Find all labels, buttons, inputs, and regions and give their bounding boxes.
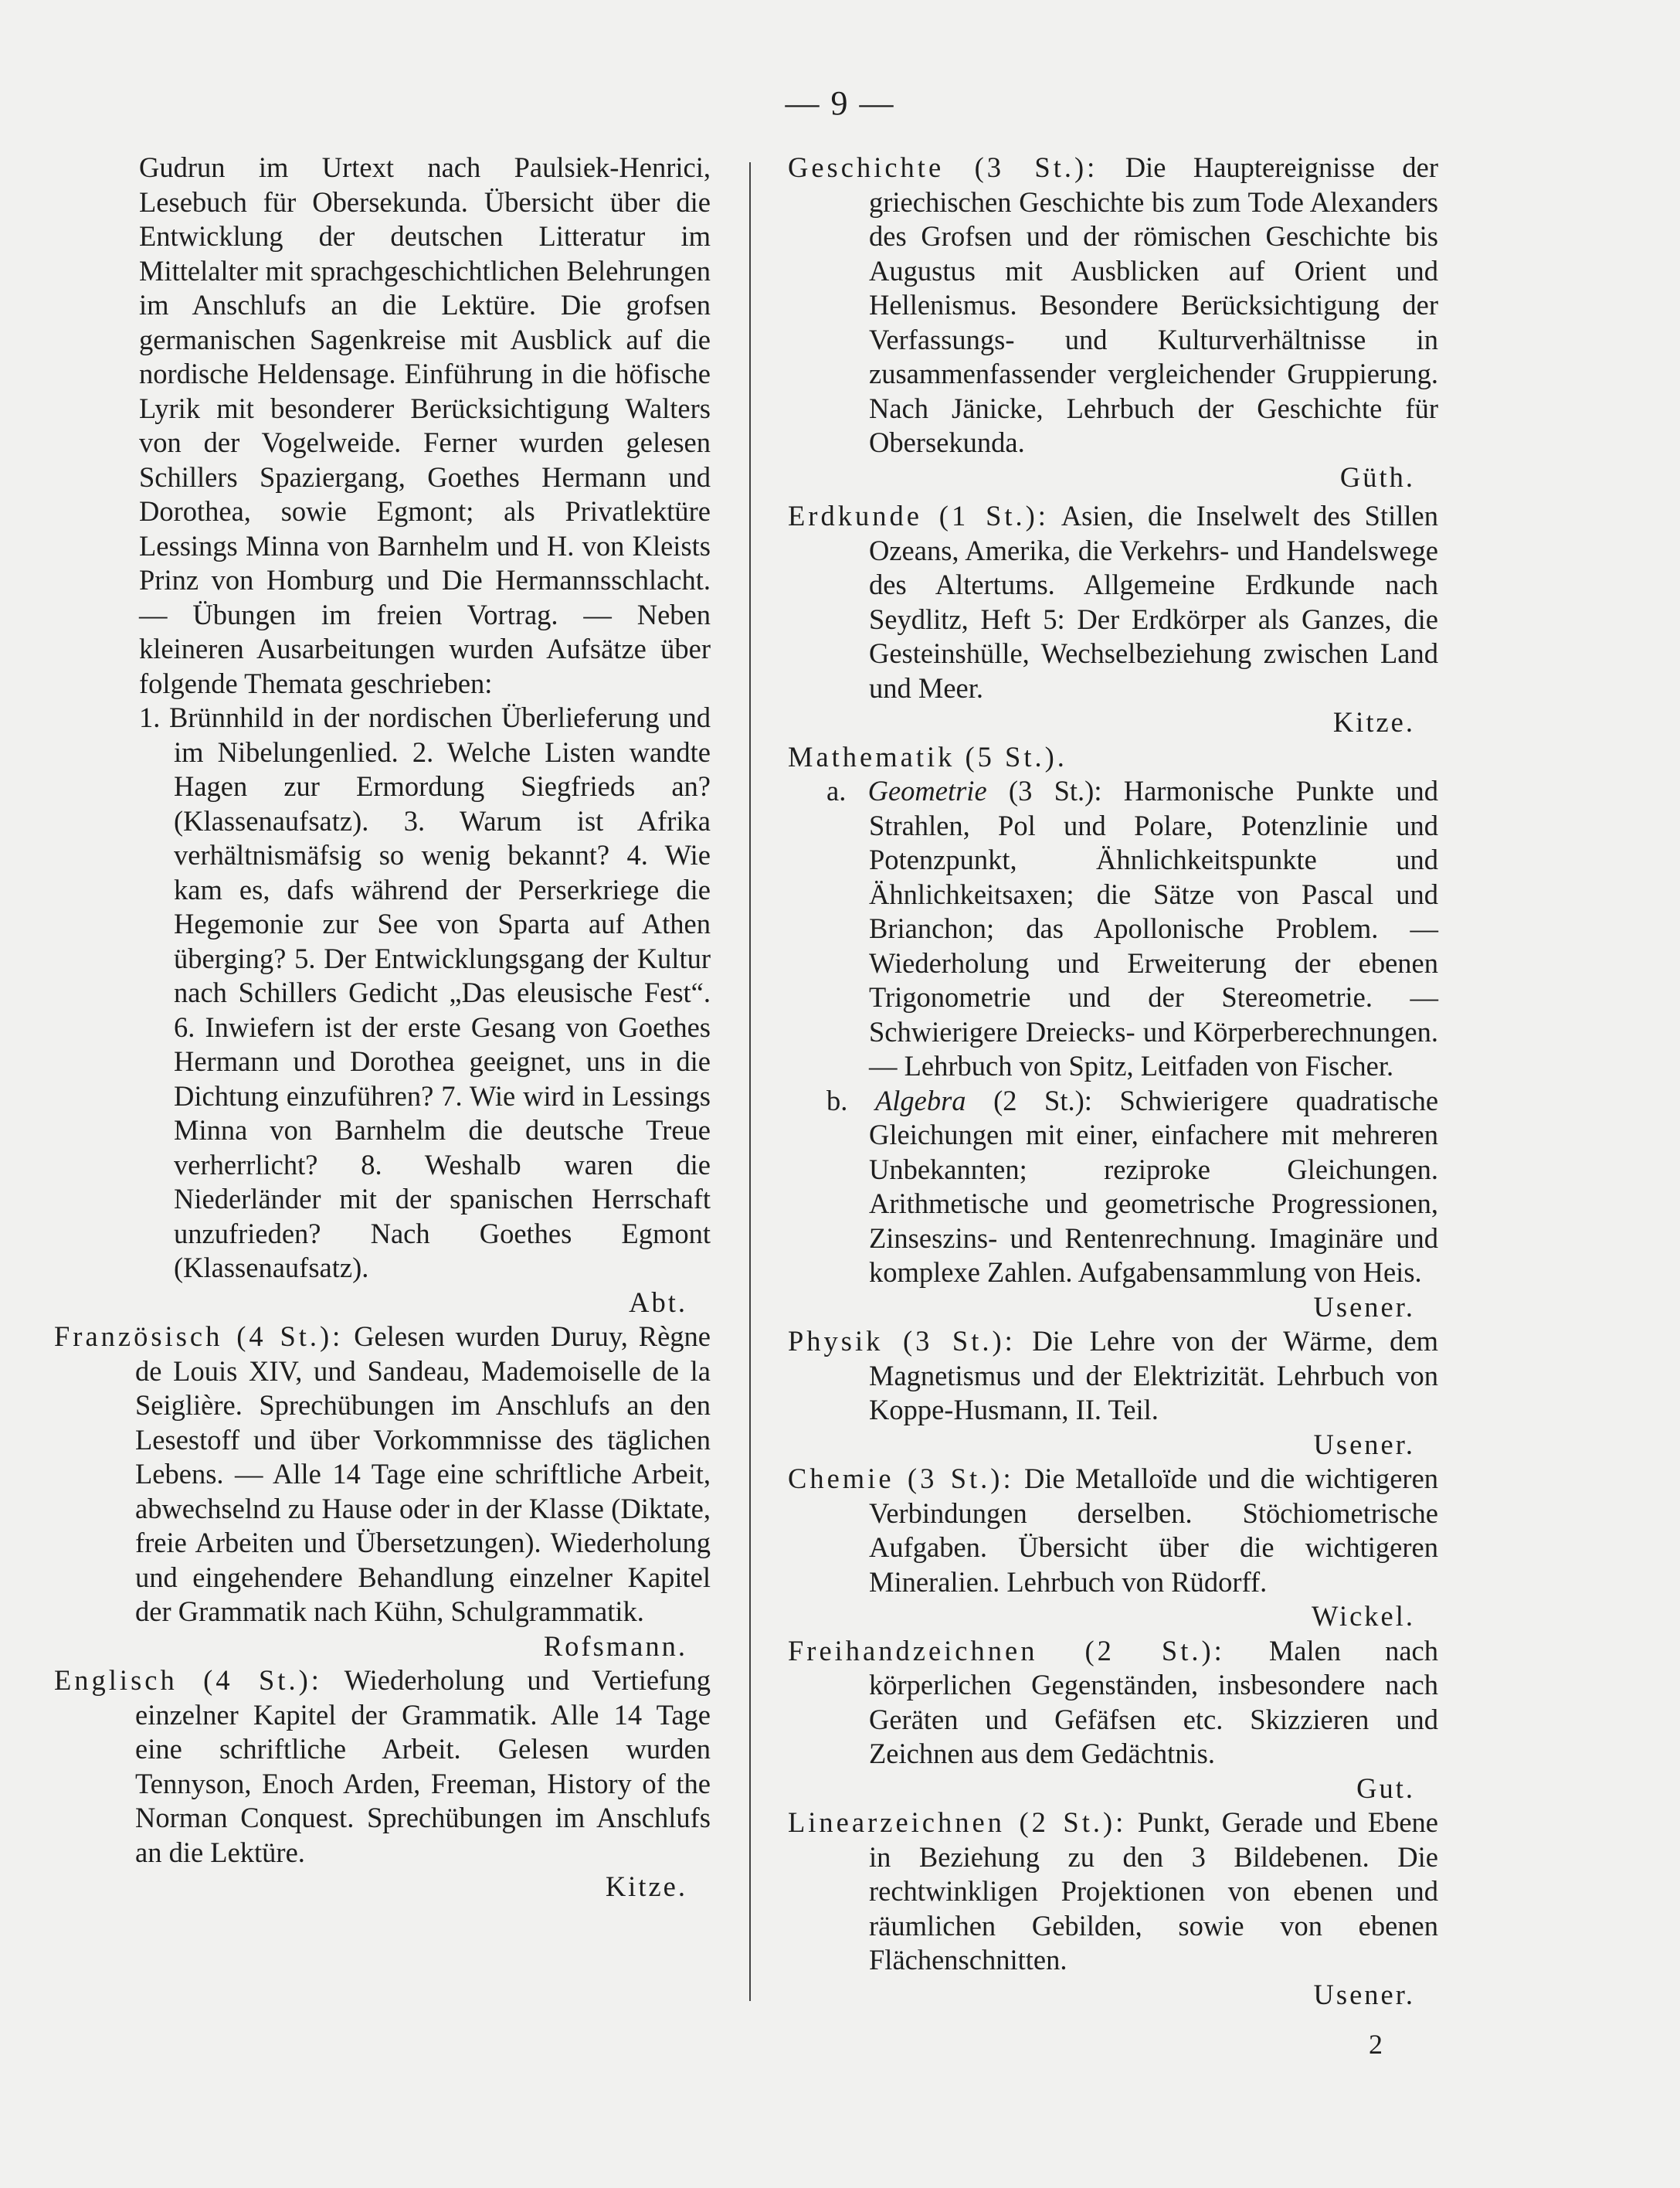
teacher-signature-usener-linear: Usener.	[1313, 1978, 1415, 2010]
physics-heading: Physik (3 St.):	[788, 1325, 1016, 1357]
english-heading: Englisch (4 St.):	[54, 1664, 322, 1696]
teacher-signature-kitze-geography: Kitze.	[1332, 706, 1415, 738]
french-section	[54, 1320, 711, 1629]
algebra-text: (2 St.): Schwierigere quadratische Gleichungen mit einer, einfachere mit mehreren Unbekannten; reziproke Gleichungen. Arithmetische und geometrische Progressionen, Zinseszins- und Rentenrechnung. Imaginäre und komplexe Zahlen. Aufgabensammlung von Heis.	[869, 1084, 1439, 1288]
chemistry-heading: Chemie (3 St.):	[788, 1463, 1014, 1494]
linear-drawing-heading: Linearzeichnen (2 St.):	[788, 1806, 1127, 1838]
teacher-signature-guth: Güth.	[1339, 460, 1415, 493]
freehand-drawing-section	[788, 1634, 1438, 1772]
german-curriculum-paragraph: Gudrun im Urtext nach Paulsiek-Henrici, Lesebuch für Obersekunda. Übersicht über die Entwicklung der deutschen Litteratur im Mittelalter mit sprachgeschichtlichen Belehrungen im Anschlufs an die Lektüre. Die grofsen germanischen Sagenkreise mit Ausblick auf die nordische Heldensage. Einführung in die höfische Lyrik mit besonderer Berücksichtigung Walters von der Vogelweide. Ferner wurden gelesen Schillers Spaziergang, Goethes Hermann und Dorothea, sowie Egmont; als Privatlektüre Lessings Minna von Barnhelm und H. von Kleists Prinz von Homburg und Die Hermannsschlacht. — Übungen im freien Vortrag. — Neben kleineren Ausarbeitungen wurden Aufsätze über folgende Themata geschrieben:	[139, 151, 711, 699]
history-heading: Geschichte (3 St.):	[788, 151, 1098, 183]
linear-drawing-text: Punkt, Gerade und Ebene in Beziehung zu den 3 Bildebenen. Die rechtwinkligen Projektionen von ebenen und räumlichen Gebilden, sowie von ebenen Flächenschnitten.	[869, 1806, 1439, 1976]
geometry-label: a.	[826, 775, 847, 807]
freehand-drawing-text: Malen nach körperlichen Gegenständen, insbesondere nach Geräten und Gefäfsen etc. Skizzieren und Zeichnen aus dem Gedächtnis.	[869, 1634, 1438, 1769]
french-text: Gelesen wurden Duruy, Règne de Louis XIV, und Sandeau, Mademoiselle de la Seiglière. Sprechübungen im Anschlufs an den Lesestoff und über Vorkommnisse des täglichen Lebens. — Alle 14 Tage eine schriftliche Arbeit, abwechselnd zu Hause oder in der Klasse (Diktate, freie Arbeiten und Übersetzungen). Wiederholung und eingehendere Behandlung einzelner Kapitel der Grammatik nach Kühn, Schulgrammatik.	[135, 1320, 711, 1627]
teacher-signature-gut: Gut.	[1356, 1772, 1415, 1804]
english-section	[54, 1663, 711, 1870]
teacher-signature-usener-math: Usener.	[1313, 1290, 1415, 1323]
math-heading: Mathematik (5 St.).	[788, 740, 1067, 773]
physics-text: Die Lehre von der Wärme, dem Magnetismus und der Elektrizität. Lehrbuch von Koppe-Husmann, II. Teil.	[869, 1325, 1438, 1425]
english-text: Wiederholung und Vertiefung einzelner Kapitel der Grammatik. Alle 14 Tage eine schriftliche Arbeit. Gelesen wurden Tennyson, Enoch Arden, Freeman, History of the Norman Conquest. Sprechübungen im Anschlufs an die Lektüre.	[135, 1664, 711, 1868]
linear-drawing-section	[788, 1806, 1438, 1978]
freehand-drawing-heading: Freihandzeichnen (2 St.):	[788, 1634, 1225, 1666]
geography-text: Asien, die Inselwelt des Stillen Ozeans, Amerika, die Verkehrs- und Handelswege des Altertums. Allgemeine Erdkunde nach Seydlitz, Heft 5: Der Erdkörper als Ganzes, die Gesteinshülle, Wechselbeziehung zwischen Land und Meer.	[869, 500, 1438, 704]
teacher-signature-wickel: Wickel.	[1311, 1600, 1415, 1632]
algebra-title: Algebra	[874, 1084, 966, 1116]
teacher-signature-rofsmann: Rofsmann.	[543, 1629, 687, 1662]
essay-topics-list: 1. Brünnhild in der nordischen Überlieferung und im Nibelungenlied. 2. Welche Listen wandte Hagen zur Ermordung Siegfrieds an? (Klassenaufsatz). 3. Warum ist Afrika verhältnismäfsig so wenig bekannt? 4. Wie kam es, dafs während der Perserkriege die Hegemonie zur See von Sparta auf Athen überging? 5. Der Entwicklungsgang der Kultur nach Schillers Gedicht „Das eleusische Fest“. 6. Inwiefern ist der erste Gesang von Goethes Hermann und Dorothea geeignet, uns in die Dichtung einzuführen? 7. Wie wird in Lessings Minna von Barnhelm die deutsche Treue verherrlicht? 8. Weshalb waren die Niederländer mit der spanischen Herrschaft unzufrieden? Nach Goethes Egmont (Klassenaufsatz).	[139, 702, 711, 1283]
left-column	[54, 151, 711, 1904]
chemistry-section	[788, 1462, 1438, 1599]
sheet-signature-mark: 2	[1369, 2029, 1383, 2060]
teacher-signature-kitze-english: Kitze.	[605, 1870, 687, 1902]
geometry-text: (3 St.): Harmonische Punkte und Strahlen, Pol und Polare, Potenzlinie und Potenzpunkt, Ähnlichkeitspunkte und Ähnlichkeitsaxen; die Sätze von Pascal und Brianchon; das Apollonische Problem. — Wiederholung und Erweiterung der ebenen Trigonometrie und der Stereometrie. — Schwierigere Dreiecks- und Körperberechnungen. — Lehrbuch von Spitz, Leitfaden von Fischer.	[869, 775, 1438, 1082]
geography-heading: Erdkunde (1 St.):	[788, 500, 1049, 532]
geometry-section	[788, 774, 1438, 1084]
history-text: Die Hauptereignisse der griechischen Geschichte bis zum Tode Alexanders des Grofsen und der römischen Geschichte bis Augustus mit Ausblicken auf Orient und Hellenismus. Besondere Berücksichtigung der Verfassungs- und Kulturverhältnisse in zusammenfassender vergleichender Gruppierung. Nach Jänicke, Lehrbuch der Geschichte für Obersekunda.	[869, 151, 1439, 458]
page-number: — 9 —	[785, 84, 895, 122]
history-section	[788, 151, 1438, 460]
right-column	[788, 151, 1438, 2012]
algebra-section	[788, 1084, 1438, 1290]
column-divider	[749, 162, 751, 2001]
geography-section	[788, 499, 1438, 705]
geometry-title: Geometrie	[867, 775, 987, 807]
algebra-label: b.	[826, 1084, 848, 1116]
teacher-signature-usener-physics: Usener.	[1313, 1428, 1415, 1460]
chemistry-text: Die Metalloïde und die wichtigeren Verbindungen derselben. Stöchiometrische Aufgaben. Übersicht über die wichtigeren Mineralien. Lehrbuch von Rüdorff.	[869, 1463, 1439, 1598]
physics-section	[788, 1324, 1438, 1428]
french-heading: Französisch (4 St.):	[54, 1320, 344, 1352]
teacher-signature-abt: Abt.	[629, 1286, 687, 1318]
